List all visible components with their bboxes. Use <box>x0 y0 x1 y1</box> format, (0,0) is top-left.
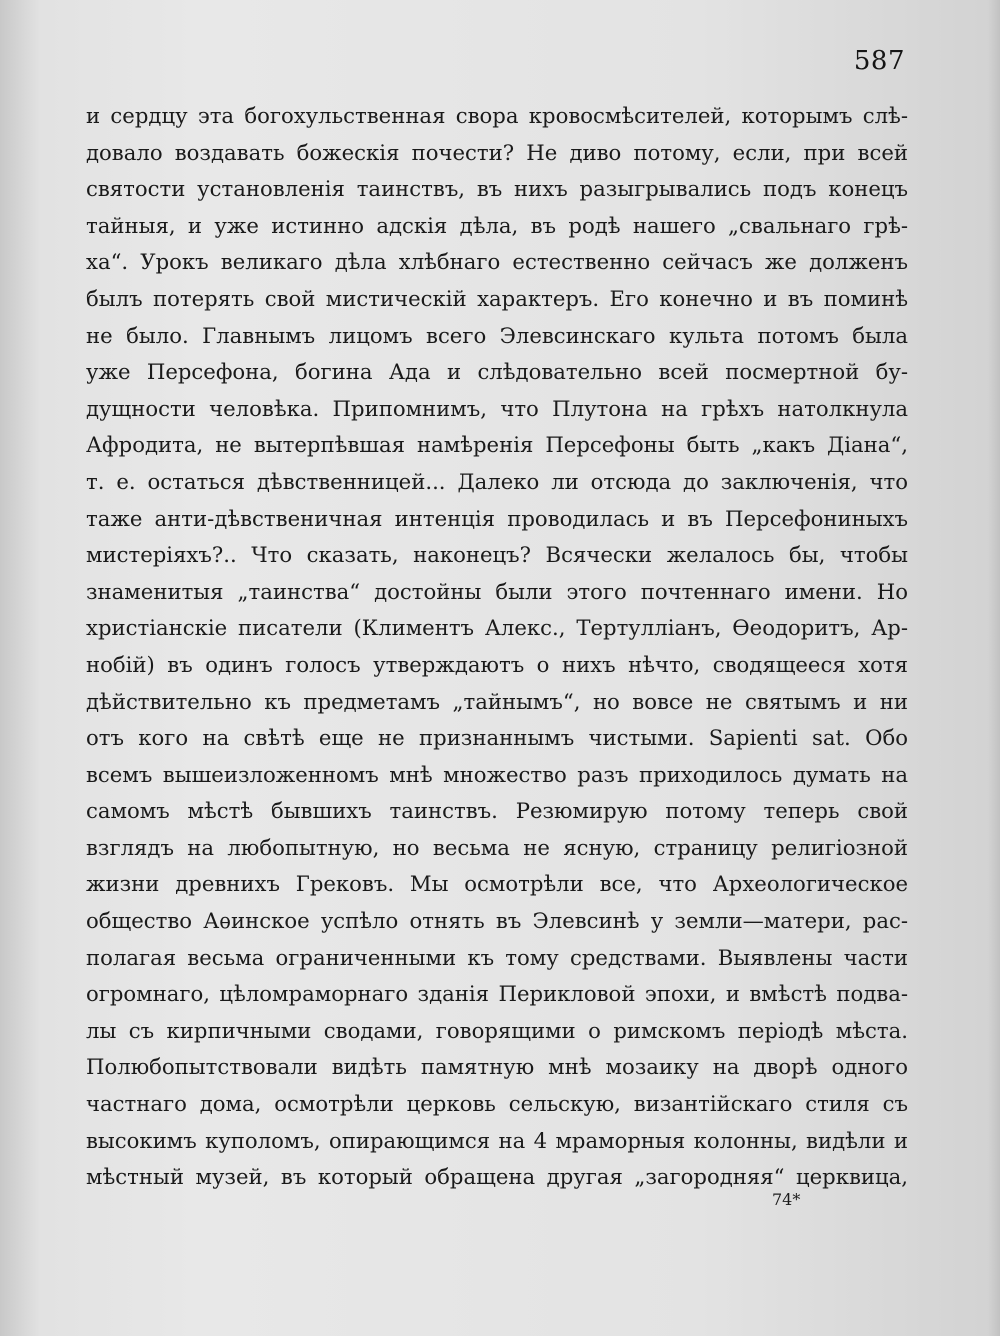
text-line: уже Персефона, богина Ада и слѣдовательно всей посмертной бу- <box>86 359 908 385</box>
text-line: Полюбопытствовали видѣть памятную мнѣ мозаику на дворѣ одного <box>86 1054 908 1080</box>
text-line: жизни древнихъ Грековъ. Мы осмотрѣли все, что Археологическое <box>86 871 908 897</box>
text-line: мѣстный музей, въ который обращена другая „загородняя“ церквица, <box>86 1164 908 1190</box>
text-line: мистеріяхъ?.. Что сказать, наконецъ? Всячески желалось бы, чтобы <box>86 542 908 568</box>
text-line: нобій) въ одинъ голосъ утверждаютъ о нихъ нѣчто, сводящееся хотя <box>86 651 908 677</box>
text-line: знаменитыя „таинства“ достойны были этого почтеннаго имени. Но <box>86 578 908 604</box>
text-line: отъ кого на свѣтѣ еще не признаннымъ чистыми. Sapienti sat. Обо <box>86 725 908 751</box>
text-line: огромнаго, цѣломраморнаго зданія Перикловой эпохи, и вмѣстѣ подва- <box>86 981 908 1007</box>
text-line: лы съ кирпичными сводами, говорящими о римскомъ періодѣ мѣста. <box>86 1017 908 1043</box>
text-line: общество Аѳинское успѣло отнять въ Элевсинѣ у земли—матери, рас- <box>86 908 908 934</box>
text-line: всемъ вышеизложенномъ мнѣ множество разъ приходилось думать на <box>86 761 908 787</box>
text-line: самомъ мѣстѣ бывшихъ таинствъ. Резюмирую потому теперь свой <box>86 798 908 824</box>
text-line: частнаго дома, осмотрѣли церковь сельскую, византійскаго стиля съ <box>86 1091 908 1117</box>
text-line: довало воздавать божескія почести? Не диво потому, если, при всей <box>86 139 908 165</box>
text-line: Афродита, не вытерпѣвшая намѣренія Персефоны быть „какъ Діана“, <box>86 432 908 458</box>
text-line: высокимъ куполомъ, опирающимся на 4 мраморныя колонны, видѣли и <box>86 1127 908 1153</box>
text-line: христіанскіе писатели (Климентъ Алекс., Тертулліанъ, Ѳеодоритъ, Ар- <box>86 615 908 641</box>
text-line: взглядъ на любопытную, но весьма не ясную, страницу религіозной <box>86 834 908 860</box>
text-line: полагая весьма ограниченными къ тому средствами. Выявлены части <box>86 944 908 970</box>
text-line: не было. Главнымъ лицомъ всего Элевсинскаго культа потомъ была <box>86 322 908 348</box>
text-line: святости установленія таинствъ, въ нихъ разыгрывались подъ конецъ <box>86 176 908 202</box>
text-line: дѣйствительно къ предметамъ „тайнымъ“, но вовсе не святымъ и ни <box>86 688 908 714</box>
page-number: 587 <box>853 46 905 76</box>
body-text <box>86 98 908 1196</box>
text-line: былъ потерять свой мистическій характеръ. Его конечно и въ поминѣ <box>86 285 908 311</box>
text-line: тайныя, и уже истинно адскія дѣла, въ родѣ нашего „свальнаго грѣ- <box>86 212 908 238</box>
page-edge-shadow <box>988 0 1000 1336</box>
text-line: таже анти-дѣвственичная интенція проводилась и въ Персефониныхъ <box>86 505 908 531</box>
text-line: и сердцу эта богохульственная свора кровосмѣсителей, которымъ слѣ- <box>86 103 908 128</box>
text-line: дущности человѣка. Припомнимъ, что Плутона на грѣхъ натолкнула <box>86 395 908 421</box>
text-line: ха“. Урокъ великаго дѣла хлѣбнаго естественно сейчасъ же долженъ <box>86 249 908 275</box>
text-line: т. е. остаться дѣвственницей... Далеко ли отсюда до заключенія, что <box>86 468 908 494</box>
printer-signature-mark: 74* <box>772 1190 801 1209</box>
